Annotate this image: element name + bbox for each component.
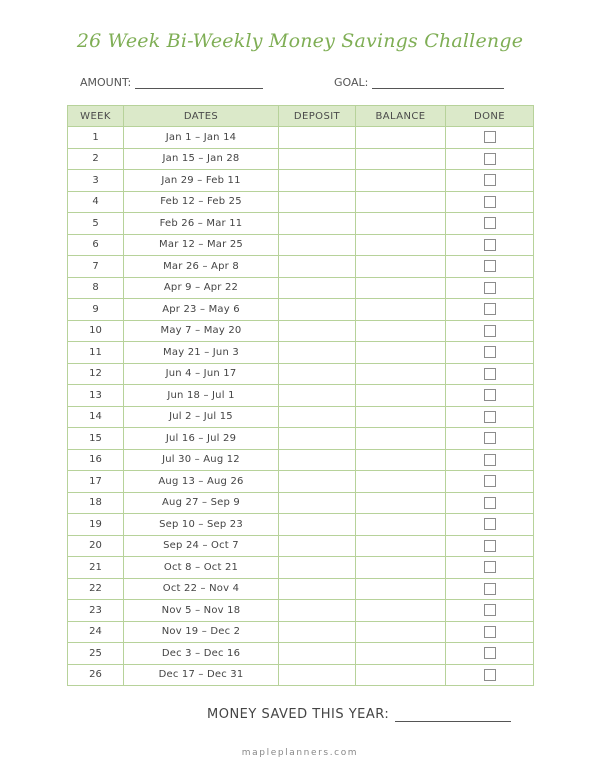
week-cell: 11 — [68, 342, 124, 364]
table-row — [68, 643, 534, 665]
dates-cell: Jan 15 – Jan 28 — [124, 148, 279, 170]
table-row — [68, 148, 534, 170]
dates-cell: Sep 24 – Oct 7 — [124, 535, 279, 557]
deposit-cell[interactable] — [279, 514, 356, 536]
dates-cell: May 7 – May 20 — [124, 320, 279, 342]
deposit-cell[interactable] — [279, 471, 356, 493]
done-cell[interactable] — [446, 514, 534, 536]
dates-cell: Apr 9 – Apr 22 — [124, 277, 279, 299]
deposit-cell[interactable] — [279, 148, 356, 170]
deposit-cell[interactable] — [279, 363, 356, 385]
week-cell: 23 — [68, 600, 124, 622]
done-cell[interactable] — [446, 277, 534, 299]
done-checkbox[interactable] — [484, 174, 496, 186]
dates-cell: Jul 16 – Jul 29 — [124, 428, 279, 450]
done-checkbox[interactable] — [484, 561, 496, 573]
done-cell[interactable] — [446, 621, 534, 643]
deposit-cell[interactable] — [279, 578, 356, 600]
done-checkbox[interactable] — [484, 518, 496, 530]
deposit-cell[interactable] — [279, 299, 356, 321]
deposit-cell[interactable] — [279, 127, 356, 149]
goal-blank-line[interactable] — [372, 78, 504, 89]
week-cell: 10 — [68, 320, 124, 342]
done-checkbox[interactable] — [484, 217, 496, 229]
deposit-cell[interactable] — [279, 256, 356, 278]
table-row — [68, 514, 534, 536]
done-checkbox[interactable] — [484, 303, 496, 315]
week-cell: 4 — [68, 191, 124, 213]
done-checkbox[interactable] — [484, 583, 496, 595]
week-cell: 16 — [68, 449, 124, 471]
table-row — [68, 578, 534, 600]
deposit-cell[interactable] — [279, 643, 356, 665]
table-row — [68, 492, 534, 514]
done-checkbox[interactable] — [484, 389, 496, 401]
dates-cell: Oct 22 – Nov 4 — [124, 578, 279, 600]
balance-cell[interactable] — [356, 385, 446, 407]
done-cell[interactable] — [446, 191, 534, 213]
table-row — [68, 256, 534, 278]
dates-cell: May 21 – Jun 3 — [124, 342, 279, 364]
balance-cell[interactable] — [356, 213, 446, 235]
week-cell: 15 — [68, 428, 124, 450]
done-cell[interactable] — [446, 213, 534, 235]
done-checkbox[interactable] — [484, 454, 496, 466]
done-cell[interactable] — [446, 578, 534, 600]
table-row — [68, 127, 534, 149]
deposit-cell[interactable] — [279, 191, 356, 213]
done-cell[interactable] — [446, 148, 534, 170]
header-balance: BALANCE — [356, 106, 446, 127]
footer-url: mapleplanners.com — [241, 748, 359, 758]
table-row — [68, 213, 534, 235]
balance-cell[interactable] — [356, 191, 446, 213]
balance-cell[interactable] — [356, 643, 446, 665]
done-checkbox[interactable] — [484, 497, 496, 509]
table-row — [68, 621, 534, 643]
table-row — [68, 600, 534, 622]
done-cell[interactable] — [446, 535, 534, 557]
done-checkbox[interactable] — [484, 239, 496, 251]
done-cell[interactable] — [446, 428, 534, 450]
table-row — [68, 363, 534, 385]
done-cell[interactable] — [446, 600, 534, 622]
table-header-row — [68, 106, 534, 127]
table-row — [68, 170, 534, 192]
done-checkbox[interactable] — [484, 604, 496, 616]
dates-cell: Jul 2 – Jul 15 — [124, 406, 279, 428]
done-cell[interactable] — [446, 170, 534, 192]
dates-cell: Dec 17 – Dec 31 — [124, 664, 279, 686]
done-cell[interactable] — [446, 471, 534, 493]
money-saved-field[interactable] — [207, 707, 511, 722]
table-row — [68, 471, 534, 493]
dates-cell: Nov 19 – Dec 2 — [124, 621, 279, 643]
dates-cell: Aug 27 – Sep 9 — [124, 492, 279, 514]
balance-cell[interactable] — [356, 342, 446, 364]
header-dates: DATES — [124, 106, 279, 127]
balance-cell[interactable] — [356, 428, 446, 450]
done-cell[interactable] — [446, 299, 534, 321]
deposit-cell[interactable] — [279, 621, 356, 643]
week-cell: 2 — [68, 148, 124, 170]
done-cell[interactable] — [446, 664, 534, 686]
balance-cell[interactable] — [356, 449, 446, 471]
deposit-cell[interactable] — [279, 557, 356, 579]
money-saved-blank-line[interactable] — [395, 707, 511, 722]
balance-cell[interactable] — [356, 234, 446, 256]
goal-field[interactable] — [334, 76, 504, 89]
done-checkbox[interactable] — [484, 325, 496, 337]
done-cell[interactable] — [446, 127, 534, 149]
deposit-cell[interactable] — [279, 213, 356, 235]
header-deposit: DEPOSIT — [279, 106, 356, 127]
week-cell: 21 — [68, 557, 124, 579]
table-row — [68, 277, 534, 299]
done-checkbox[interactable] — [484, 153, 496, 165]
balance-cell[interactable] — [356, 664, 446, 686]
week-cell: 8 — [68, 277, 124, 299]
done-checkbox[interactable] — [484, 626, 496, 638]
week-cell: 7 — [68, 256, 124, 278]
dates-cell: Feb 12 – Feb 25 — [124, 191, 279, 213]
table-row — [68, 191, 534, 213]
balance-cell[interactable] — [356, 578, 446, 600]
done-checkbox[interactable] — [484, 131, 496, 143]
balance-cell[interactable] — [356, 600, 446, 622]
deposit-cell[interactable] — [279, 600, 356, 622]
table-row — [68, 406, 534, 428]
dates-cell: Feb 26 – Mar 11 — [124, 213, 279, 235]
done-cell[interactable] — [446, 342, 534, 364]
done-checkbox[interactable] — [484, 647, 496, 659]
deposit-cell[interactable] — [279, 664, 356, 686]
done-cell[interactable] — [446, 492, 534, 514]
dates-cell: Apr 23 – May 6 — [124, 299, 279, 321]
balance-cell[interactable] — [356, 621, 446, 643]
balance-cell[interactable] — [356, 471, 446, 493]
dates-cell: Jan 29 – Feb 11 — [124, 170, 279, 192]
balance-cell[interactable] — [356, 299, 446, 321]
balance-cell[interactable] — [356, 514, 446, 536]
week-cell: 26 — [68, 664, 124, 686]
done-cell[interactable] — [446, 643, 534, 665]
table-row — [68, 557, 534, 579]
balance-cell[interactable] — [356, 557, 446, 579]
balance-cell[interactable] — [356, 148, 446, 170]
dates-cell: Oct 8 – Oct 21 — [124, 557, 279, 579]
dates-cell: Jun 4 – Jun 17 — [124, 363, 279, 385]
done-checkbox[interactable] — [484, 432, 496, 444]
week-cell: 18 — [68, 492, 124, 514]
week-cell: 19 — [68, 514, 124, 536]
page-title: 26 Week Bi-Weekly Money Savings Challenge — [76, 30, 524, 52]
done-cell[interactable] — [446, 385, 534, 407]
balance-cell[interactable] — [356, 277, 446, 299]
balance-cell[interactable] — [356, 256, 446, 278]
balance-cell[interactable] — [356, 320, 446, 342]
deposit-cell[interactable] — [279, 342, 356, 364]
deposit-cell[interactable] — [279, 535, 356, 557]
deposit-cell[interactable] — [279, 234, 356, 256]
balance-cell[interactable] — [356, 170, 446, 192]
deposit-cell[interactable] — [279, 428, 356, 450]
done-checkbox[interactable] — [484, 196, 496, 208]
balance-cell[interactable] — [356, 406, 446, 428]
table-row — [68, 234, 534, 256]
savings-table — [67, 105, 534, 686]
done-cell[interactable] — [446, 557, 534, 579]
table-row — [68, 320, 534, 342]
week-cell: 25 — [68, 643, 124, 665]
week-cell: 20 — [68, 535, 124, 557]
deposit-cell[interactable] — [279, 170, 356, 192]
balance-cell[interactable] — [356, 127, 446, 149]
deposit-cell[interactable] — [279, 277, 356, 299]
table-row — [68, 342, 534, 364]
table-row — [68, 535, 534, 557]
week-cell: 17 — [68, 471, 124, 493]
deposit-cell[interactable] — [279, 492, 356, 514]
header-week: WEEK — [68, 106, 124, 127]
table-row — [68, 385, 534, 407]
dates-cell: Nov 5 – Nov 18 — [124, 600, 279, 622]
done-checkbox[interactable] — [484, 260, 496, 272]
balance-cell[interactable] — [356, 492, 446, 514]
done-checkbox[interactable] — [484, 540, 496, 552]
done-checkbox[interactable] — [484, 475, 496, 487]
week-cell: 6 — [68, 234, 124, 256]
table-row — [68, 428, 534, 450]
week-cell: 1 — [68, 127, 124, 149]
amount-blank-line[interactable] — [135, 78, 263, 89]
week-cell: 22 — [68, 578, 124, 600]
done-checkbox[interactable] — [484, 282, 496, 294]
balance-cell[interactable] — [356, 363, 446, 385]
dates-cell: Jul 30 – Aug 12 — [124, 449, 279, 471]
done-cell[interactable] — [446, 320, 534, 342]
done-cell[interactable] — [446, 234, 534, 256]
deposit-cell[interactable] — [279, 320, 356, 342]
dates-cell: Jan 1 – Jan 14 — [124, 127, 279, 149]
deposit-cell[interactable] — [279, 449, 356, 471]
dates-cell: Mar 12 – Mar 25 — [124, 234, 279, 256]
balance-cell[interactable] — [356, 535, 446, 557]
amount-field[interactable] — [80, 76, 263, 89]
dates-cell: Sep 10 – Sep 23 — [124, 514, 279, 536]
done-cell[interactable] — [446, 363, 534, 385]
done-cell[interactable] — [446, 256, 534, 278]
dates-cell: Dec 3 – Dec 16 — [124, 643, 279, 665]
week-cell: 3 — [68, 170, 124, 192]
deposit-cell[interactable] — [279, 385, 356, 407]
amount-label: AMOUNT: — [80, 76, 132, 89]
done-cell[interactable] — [446, 406, 534, 428]
header-done: DONE — [446, 106, 534, 127]
money-saved-label: MONEY SAVED THIS YEAR: — [207, 707, 390, 722]
week-cell: 24 — [68, 621, 124, 643]
deposit-cell[interactable] — [279, 406, 356, 428]
week-cell: 12 — [68, 363, 124, 385]
done-checkbox[interactable] — [484, 411, 496, 423]
table-row — [68, 664, 534, 686]
dates-cell: Jun 18 – Jul 1 — [124, 385, 279, 407]
table-row — [68, 299, 534, 321]
goal-label: GOAL: — [334, 76, 369, 89]
done-checkbox[interactable] — [484, 368, 496, 380]
week-cell: 14 — [68, 406, 124, 428]
week-cell: 9 — [68, 299, 124, 321]
table-row — [68, 449, 534, 471]
week-cell: 13 — [68, 385, 124, 407]
done-checkbox[interactable] — [484, 346, 496, 358]
table-body — [68, 127, 534, 686]
dates-cell: Mar 26 – Apr 8 — [124, 256, 279, 278]
week-cell: 5 — [68, 213, 124, 235]
dates-cell: Aug 13 – Aug 26 — [124, 471, 279, 493]
done-cell[interactable] — [446, 449, 534, 471]
done-checkbox[interactable] — [484, 669, 496, 681]
